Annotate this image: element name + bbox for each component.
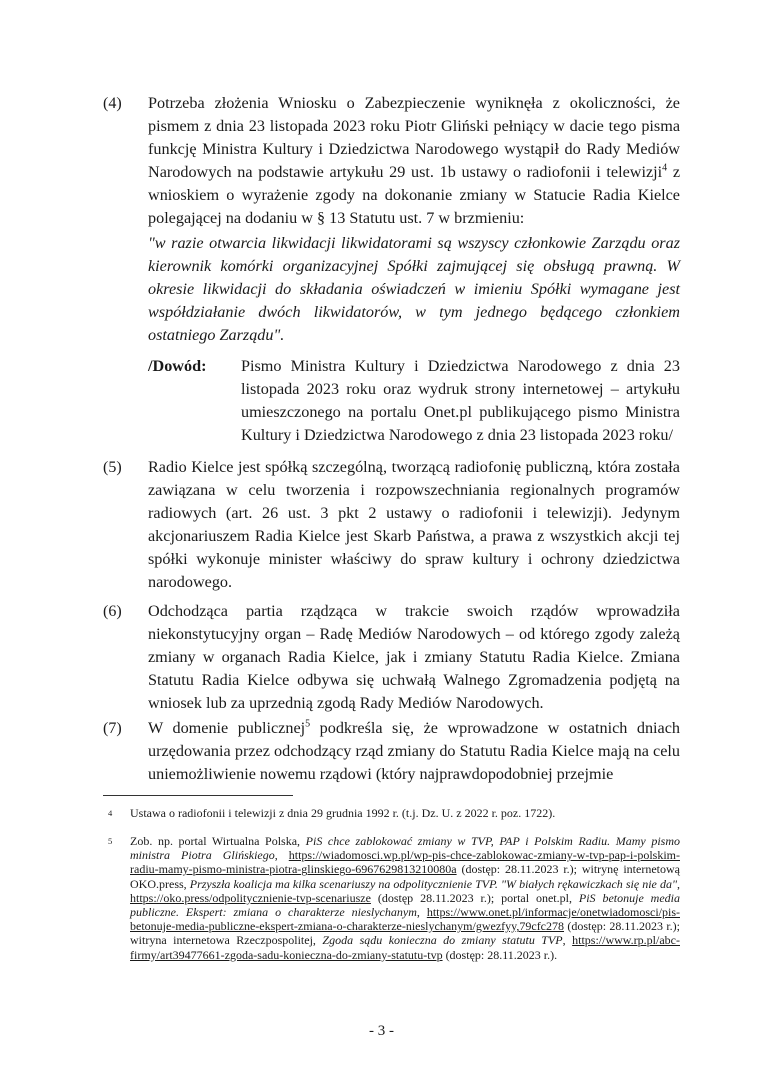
article-title: PiS chce zablokować zmiany w TVP, PAP i Polskim Radiu. Mamy pismo ministra Piotra Glińskiego	[130, 834, 680, 863]
footnote-ref-4[interactable]: 4	[662, 162, 668, 174]
paragraph-number: (7)	[103, 720, 122, 737]
paragraph-number: (5)	[103, 459, 122, 476]
source-link[interactable]: https://www.onet.pl/informacje/onetwiadomosci/pis-betonuje-media-publiczne-ekspert-zmiana-o-charakterze-nieslychanym/gwezfyy,79cfc278	[130, 905, 680, 934]
footnote-ref-5[interactable]: 5	[305, 718, 311, 730]
article-title: Przyszła koalicja ma kilka scenariuszy na odpolitycznienie TVP. "W białych rękawiczkach się nie da"	[189, 876, 677, 891]
footnote-text: Zob. np. portal Wirtualna Polska, PiS chce zablokować zmiany w TVP, PAP i Polskim Radiu. Mamy pismo ministra Piotra Glińskiego, https://wiadomosci.wp.pl/wp-pis-chce-zablokowac-zmiany-w-tvp-pap-i-polskim-radiu-mamy-pismo-ministra-piotra-glinskiego-6967629813210080a (dostęp: 28.11.2023 r.); witrynę internetową OKO.press, Przyszła koalicja ma kilka scenariuszy na odpolitycznienie TVP. "W białych rękawiczkach się nie da", https://oko.press/odpolitycznienie-tvp-scenariusze (dostęp 28.11.2023 r.); portal onet.pl, PiS betonuje media publiczne. Ekspert: zmiana o charakterze nieslychanym, https://www.onet.pl/informacje/onetwiadomosci/pis-betonuje-media-publiczne-ekspert-zmiana-o-charakterze-nieslychanym/gwezfyy,79cfc278 (dostęp: 28.11.2023 r.); witryna internetowa Rzeczpospolitej, Zgoda sądu konieczna do zmiany statutu TVP, https://www.rp.pl/abc-firmy/art39477661-zgoda-sadu-konieczna-do-zmiany-statutu-tvp (dostęp: 28.11.2023 r.).	[130, 834, 681, 962]
paragraph-text: Potrzeba złożenia Wniosku o Zabezpieczenie wyniknęła z okoliczności, że pismem z dnia 23 listopada 2023 roku Piotr Gliński pełniący w dacie tego pisma funkcję Ministra Kultury i Dziedzictwa Narodowego wystąpił do Rady Mediów Narodowych na podstawie artykułu 29 ust. 1b ustawy o radiofonii i telewizji$^4$ z wnioskiem o wyrażenie zgody na dokonanie zmiany w Statucie Radia Kielce polegającej na dodaniu w § 13 Statutu ust. 7 w brzmieniu:	[148, 94, 681, 227]
source-link[interactable]: https://oko.press/odpolitycznienie-tvp-scenariusze	[130, 890, 371, 905]
footnote-number: 4	[108, 808, 113, 818]
footnote-text: Ustawa o radiofonii i telewizji z dnia 29 grudnia 1992 r. (t.j. Dz. U. z 2022 r. poz. 1722).	[130, 806, 556, 820]
evidence-label: /Dowód:	[148, 357, 207, 375]
paragraph-text: W domenie publicznej$^5$ podkreśla się, że wprowadzone w ostatnich dniach urzędowania przez odchodzący rząd zmiany do Statutu Radia Kielce mają na celu uniemożliwienie nowemu rządowi (który najprawdopodobniej przejmie	[148, 718, 680, 783]
footnote-number: 5	[108, 836, 113, 846]
paragraph-text: Odchodząca partia rządząca w trakcie swoich rządów wprowadziła niekonstytucyjny organ – Radę Mediów Narodowych – od którego zgody zależą zmiany w organach Radia Kielce, jak i zmiany Statutu Radia Kielce. Zmiana Statutu Radia Kielce odbywa się uchwałą Walnego Zgromadzenia podjętą na wniosek lub za uprzednią zgodą Rady Mediów Narodowych.	[148, 602, 680, 712]
quoted-statute-text: "w razie otwarcia likwidacji likwidatorami są wszyscy członkowie Zarządu oraz kierownik komórki organizacyjnej Spółki zajmującej się obsługą prawną. W okresie likwidacji do składania oświadczeń w imieniu Spółki wymagane jest współdziałanie dwóch likwidatorów, w tym jednego będącego członkiem ostatniego Zarządu".	[148, 234, 680, 344]
source-link[interactable]: https://www.rp.pl/abc-firmy/art39477661-zgoda-sadu-konieczna-do-zmiany-statutu-tvp	[130, 933, 680, 962]
paragraph-number: (6)	[103, 603, 122, 620]
article-title: Zgoda sądu konieczna do zmiany statutu TVP	[322, 933, 563, 948]
paragraph-number: (4)	[103, 95, 122, 112]
footnote-separator	[103, 795, 293, 796]
paragraph-text: Radio Kielce jest spółką szczególną, tworzącą radiofonię publiczną, która została zawiązana w celu tworzenia i rozpowszechniania regionalnych programów radiowych (art. 26 ust. 3 pkt 2 ustawy o radiofonii i telewizji). Jedynym akcjonariuszem Radia Kielce jest Skarb Państwa, a prawa z wszystkich akcji tej spółki wykonuje minister właściwy do spraw kultury i ochrony dziedzictwa narodowego.	[148, 458, 680, 591]
page-number: - 3 -	[369, 1023, 394, 1039]
article-title: PiS betonuje media publiczne. Ekspert: zmiana o charakterze nieslychanym	[130, 890, 681, 920]
evidence-text: Pismo Ministra Kultury i Dziedzictwa Narodowego z dnia 23 listopada 2023 roku oraz wydruk strony internetowej – artykułu umieszczonego na portalu Onet.pl publikującego pismo Ministra Kultury i Dziedzictwa Narodowego z dnia 23 listopada 2023 roku/	[241, 357, 680, 444]
source-link[interactable]: https://wiadomosci.wp.pl/wp-pis-chce-zablokowac-zmiany-w-tvp-pap-i-polskim-radiu-mamy-pismo-ministra-piotra-glinskiego-6967629813210080a	[130, 848, 680, 877]
